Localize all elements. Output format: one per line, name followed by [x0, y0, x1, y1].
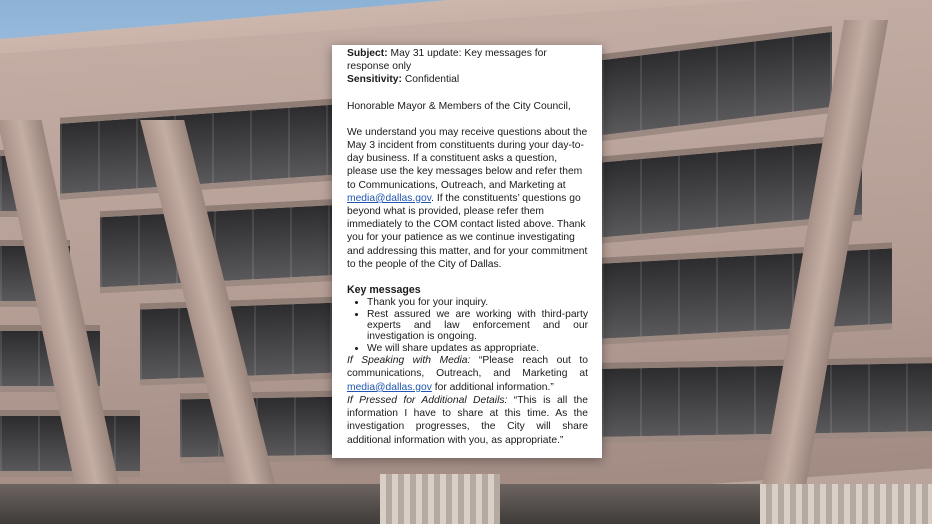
body-paragraph — [347, 126, 588, 271]
sensitivity-label: Sensitivity: — [347, 74, 402, 86]
body-text-1: We understand you may receive questions about the May 3 incident from constituents during your day-to-day business. If a constituent asks a question, please use the key messages below and refer them to Communications, Outreach, and Marketing at — [347, 126, 588, 191]
media-label: If Speaking with Media: — [347, 355, 471, 367]
pressed-guidance — [347, 394, 588, 447]
distant-building — [380, 474, 500, 524]
subject-text: May 31 update: Key messages for response only — [347, 48, 547, 73]
window-band — [602, 242, 892, 344]
sensitivity-text: Confidential — [404, 74, 460, 86]
key-messages-heading: Key messages — [347, 284, 421, 297]
salutation: Honorable Mayor & Members of the City Council, — [347, 100, 571, 112]
distant-building — [760, 484, 932, 524]
email-link[interactable]: media@dallas.gov — [347, 192, 432, 204]
key-message-item: • Thank you for your inquiry. — [367, 297, 588, 308]
sensitivity-line — [347, 73, 588, 86]
pressed-text: “This is all the information I have to share at this time. As the investigation progresses, the City will share additional information with you, as appropriate.” — [347, 394, 588, 446]
media-guidance — [347, 354, 588, 394]
media-email-link[interactable]: media@dallas.gov — [347, 381, 432, 393]
email-document — [332, 45, 602, 458]
body-text-2: . If the constituents’ questions go beyond what is provided, please refer them immediately to the COM contact listed above. Thank you for your patience as we continue investigating and addressing this matter, and for your commitment to the people of the City of Dallas. — [347, 192, 588, 270]
subject-label: Subject: — [347, 48, 388, 59]
key-message-item: • Rest assured we are working with third-party experts and law enforcement and our investigation is ongoing. — [367, 309, 588, 343]
media-text-2: for additional information.” — [431, 381, 554, 393]
key-message-item: • We will share updates as appropriate. — [367, 343, 588, 354]
pressed-label: If Pressed for Additional Details: — [347, 394, 508, 406]
key-messages-list — [347, 297, 588, 354]
media-text-1: “Please reach out to communications, Outreach, and Marketing at — [347, 355, 589, 380]
window-band — [602, 357, 932, 443]
subject-line — [347, 47, 588, 73]
